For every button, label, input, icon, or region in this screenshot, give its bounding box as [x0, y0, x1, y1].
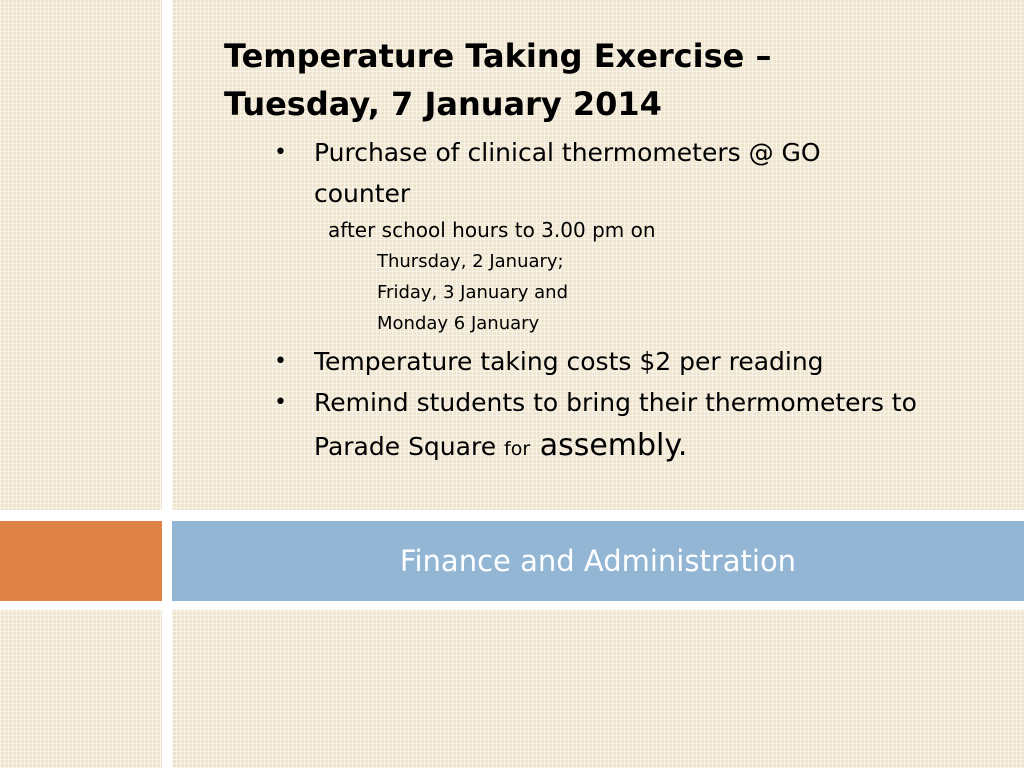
bullet-text: Temperature taking costs $2 per reading — [314, 347, 824, 376]
date-item: Thursday, 2 January; — [377, 251, 564, 272]
footer-title: Finance and Administration — [399, 544, 797, 578]
accent-block — [0, 521, 162, 601]
slide-content — [224, 32, 984, 472]
bullet-list — [224, 132, 984, 214]
bullet-text: Remind students to bring their thermometers to — [314, 388, 917, 417]
date-item: Friday, 3 January and — [377, 282, 568, 303]
horizontal-divider-bottom — [0, 601, 1024, 610]
title-line-1: Temperature Taking Exercise – — [224, 37, 772, 75]
bullet-item-remind — [224, 382, 984, 472]
bullet-text: Purchase of clinical thermometers @ GO — [314, 138, 821, 167]
sub-heading: after school hours to 3.00 pm on — [328, 218, 656, 242]
bullet-text-continued — [314, 423, 984, 472]
bullet-list-2 — [224, 341, 984, 472]
bullet-icon: • — [274, 349, 287, 374]
date-item: Monday 6 January — [377, 313, 540, 334]
bullet-item-purchase — [224, 132, 984, 214]
bullet-icon: • — [274, 390, 287, 415]
text-segment-small: for — [504, 438, 531, 460]
title-line-2: Tuesday, 7 January 2014 — [224, 85, 662, 123]
text-segment-large: assembly. — [530, 428, 688, 463]
bullet-item-cost — [224, 341, 984, 382]
bullet-icon: • — [274, 140, 287, 165]
bullet-text-continued: counter — [314, 179, 411, 208]
vertical-divider — [162, 0, 172, 768]
horizontal-divider-top — [0, 510, 1024, 521]
slide-title — [224, 32, 984, 128]
text-segment: Parade Square — [314, 432, 505, 461]
